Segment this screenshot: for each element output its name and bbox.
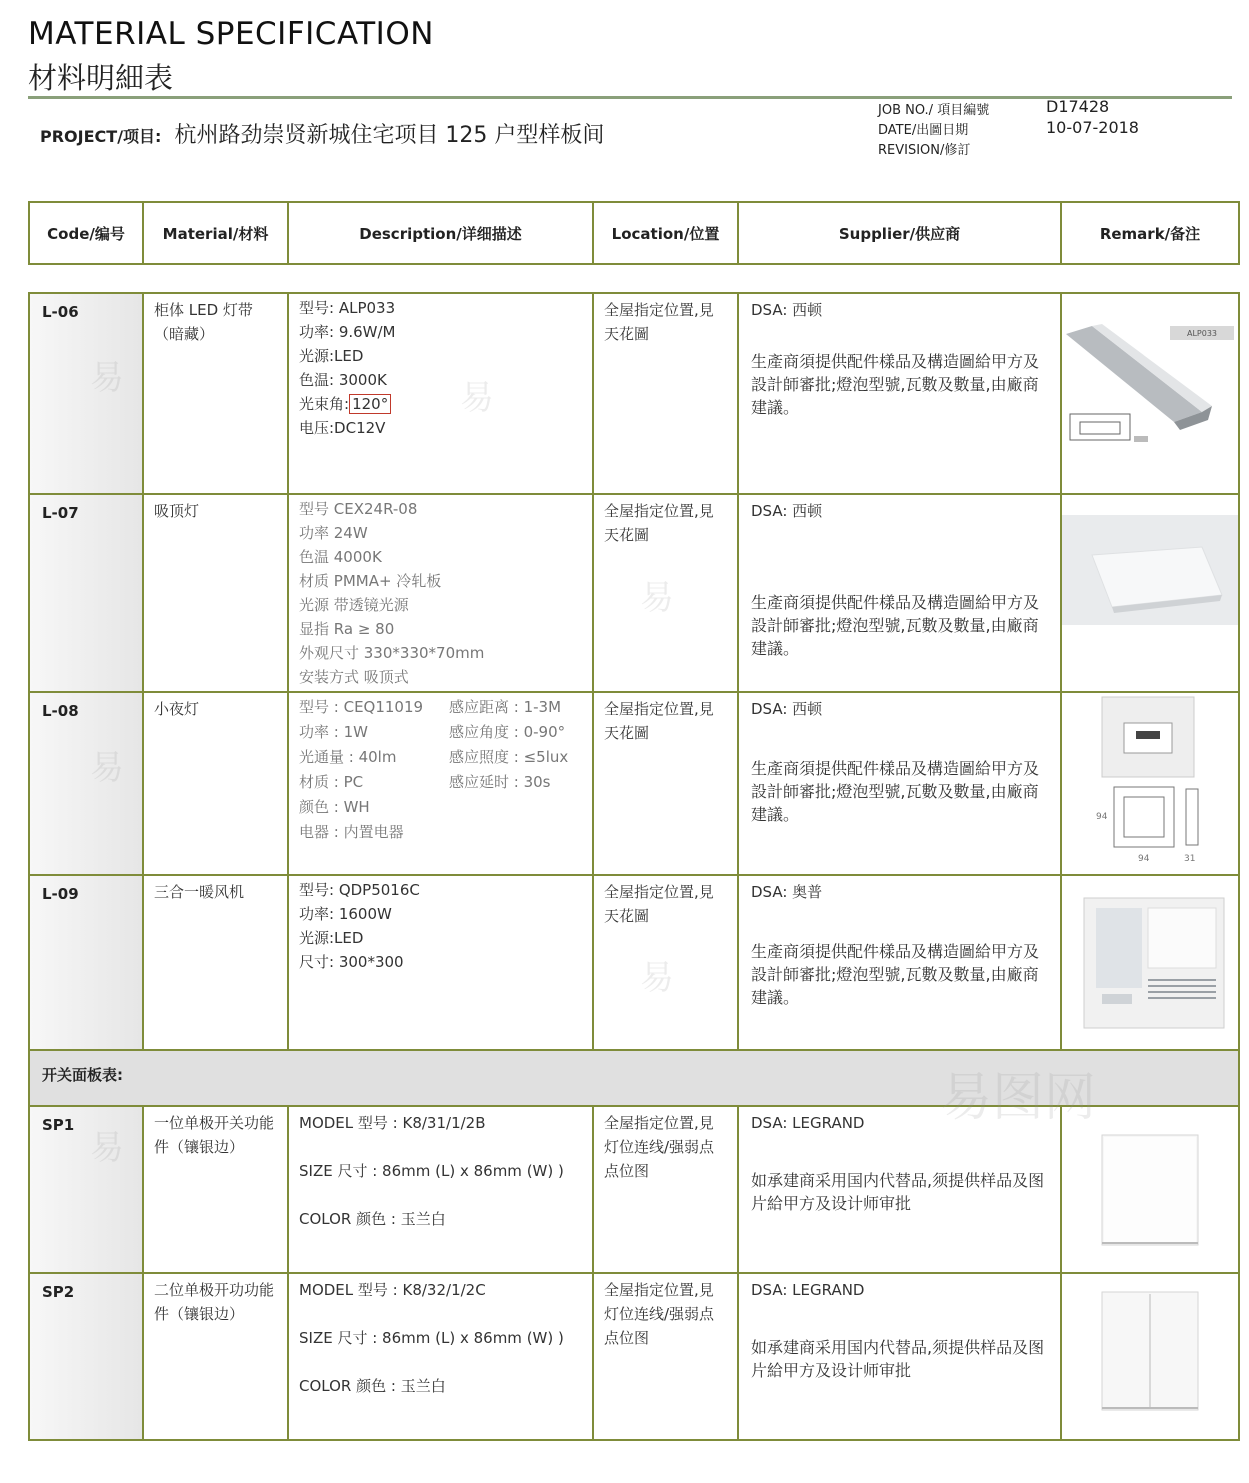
title-english: MATERIAL SPECIFICATION — [28, 16, 434, 52]
project-label: PROJECT/项目: — [40, 127, 162, 146]
row-code: L-09 — [29, 875, 143, 1050]
desc-line: 光源:LED — [299, 347, 364, 365]
row-remark — [1061, 692, 1239, 875]
supplier-name: DSA: 奥普 — [751, 883, 823, 901]
row-code: L-08 — [29, 692, 143, 875]
row-location: 全屋指定位置,見天花圖 — [593, 494, 738, 692]
table-row — [29, 494, 1239, 692]
row-location: 全屋指定位置,見天花圖 — [593, 875, 738, 1050]
row-material: 三合一暖风机 — [143, 875, 288, 1050]
desc-line: 电器 : 内置电器 — [299, 823, 404, 841]
row-remark — [1061, 1106, 1239, 1273]
beam-angle-label: 光束角: — [299, 395, 350, 413]
row-description — [288, 293, 593, 494]
desc-line: 光源:LED — [299, 929, 364, 947]
desc-line: 颜色 : WH — [299, 798, 370, 816]
desc-line: 显指 Ra ≥ 80 — [299, 620, 395, 638]
desc-line: 色温: 3000K — [299, 371, 387, 389]
row-supplier — [738, 494, 1061, 692]
desc-line: 型号 CEX24R-08 — [299, 500, 418, 518]
supplier-note: 生產商須提供配件樣品及構造圖給甲方及設計師審批;燈泡型號,瓦數及數量,由廠商建議。 — [751, 593, 1040, 658]
desc-line: SIZE 尺寸 : 86mm (L) x 86mm (W) ) — [299, 1329, 564, 1347]
desc-line: 光通量 : 40lm — [299, 748, 397, 766]
table-row — [29, 293, 1239, 494]
desc-line: 型号: QDP5016C — [299, 881, 420, 899]
table-row — [29, 875, 1239, 1050]
desc-line: 外观尺寸 330*330*70mm — [299, 644, 485, 662]
desc-line: 材质 PMMA+ 冷轧板 — [299, 572, 442, 590]
table-row — [29, 692, 1239, 875]
spec-table — [28, 292, 1240, 1441]
desc-line: 感应延时 : 30s — [449, 773, 551, 791]
column-header-table — [28, 201, 1240, 265]
job-label: JOB NO./ 項目編號 — [878, 103, 990, 118]
row-code: SP1 — [29, 1106, 143, 1273]
row-description — [288, 875, 593, 1050]
single-switch-image — [1062, 1107, 1238, 1265]
row-description — [288, 1273, 593, 1440]
night-light-image — [1062, 693, 1238, 867]
desc-line: 电压:DC12V — [299, 419, 386, 437]
desc-line: 功率: 9.6W/M — [299, 323, 396, 341]
row-code: L-06 — [29, 293, 143, 494]
row-supplier — [738, 875, 1061, 1050]
ceiling-light-image — [1062, 495, 1238, 681]
desc-right-column — [449, 695, 568, 795]
supplier-note: 如承建商采用国内代替品,须提供样品及图片給甲方及设计师审批 — [751, 1338, 1045, 1380]
row-description — [288, 1106, 593, 1273]
row-location: 全屋指定位置,見天花圖 — [593, 692, 738, 875]
row-material: 二位单极开功功能件（镶银边） — [143, 1273, 288, 1440]
row-remark — [1061, 494, 1239, 692]
supplier-note: 生產商須提供配件樣品及構造圖給甲方及設計師審批;燈泡型號,瓦數及數量,由廠商建議。 — [751, 759, 1040, 824]
double-switch-image — [1062, 1274, 1238, 1432]
row-material: 一位单极开关功能件（镶银边） — [143, 1106, 288, 1273]
desc-line: MODEL 型号 : K8/31/1/2B — [299, 1114, 486, 1132]
col-header-supplier: Supplier/供应商 — [738, 202, 1061, 264]
supplier-name: DSA: 西顿 — [751, 301, 823, 319]
row-material: 吸顶灯 — [143, 494, 288, 692]
desc-line: 功率 24W — [299, 524, 368, 542]
col-header-location: Location/位置 — [593, 202, 738, 264]
row-location: 全屋指定位置,見灯位连线/强弱点点位图 — [593, 1106, 738, 1273]
desc-line: 型号 : CEQ11019 — [299, 698, 424, 716]
supplier-name: DSA: 西顿 — [751, 700, 823, 718]
led-strip-image — [1062, 294, 1238, 486]
product-tag: ALP033 — [1186, 329, 1218, 338]
col-header-remark: Remark/备注 — [1061, 202, 1239, 264]
row-supplier — [738, 1106, 1061, 1273]
desc-line: 材质 : PC — [299, 773, 364, 791]
row-remark — [1061, 875, 1239, 1050]
desc-line: MODEL 型号 : K8/32/1/2C — [299, 1281, 486, 1299]
supplier-note: 生產商須提供配件樣品及構造圖給甲方及設計師審批;燈泡型號,瓦數及數量,由廠商建議。 — [751, 942, 1040, 1007]
date-label: DATE/出圖日期 — [878, 123, 969, 138]
row-description — [288, 494, 593, 692]
row-supplier — [738, 1273, 1061, 1440]
desc-line: 功率: 1600W — [299, 905, 392, 923]
beam-angle-highlight: 120° — [349, 394, 391, 414]
desc-line: 色温 4000K — [299, 548, 382, 566]
row-code: SP2 — [29, 1273, 143, 1440]
section-title: 开关面板表: — [29, 1050, 1239, 1106]
supplier-name: DSA: LEGRAND — [751, 1114, 865, 1132]
col-header-description: Description/详细描述 — [288, 202, 593, 264]
dim-label: 31 — [1184, 854, 1196, 864]
bath-heater-image — [1062, 876, 1238, 1042]
desc-line: COLOR 颜色 : 玉兰白 — [299, 1210, 446, 1228]
section-header-row — [29, 1050, 1239, 1106]
desc-line: 功率 : 1W — [299, 723, 368, 741]
row-material: 小夜灯 — [143, 692, 288, 875]
watermark: 易 — [640, 958, 674, 998]
row-code: L-07 — [29, 494, 143, 692]
row-material: 柜体 LED 灯带（暗藏） — [143, 293, 288, 494]
row-supplier — [738, 692, 1061, 875]
table-row — [29, 1273, 1239, 1440]
project-line — [40, 118, 604, 149]
desc-line: 安装方式 吸顶式 — [299, 668, 409, 686]
dim-label: 94 — [1138, 854, 1150, 864]
row-location: 全屋指定位置,見灯位连线/强弱点点位图 — [593, 1273, 738, 1440]
dim-label: 94 — [1096, 812, 1108, 822]
col-header-material: Material/材料 — [143, 202, 288, 264]
row-remark — [1061, 293, 1239, 494]
watermark: 易 — [640, 578, 674, 618]
revision-label: REVISION/修訂 — [878, 143, 971, 158]
desc-line — [299, 392, 582, 416]
watermark: 易 — [460, 378, 494, 418]
date-value: 10-07-2018 — [1046, 118, 1139, 137]
project-name: 杭州路劲崇贤新城住宅项目 125 户型样板间 — [174, 123, 605, 148]
desc-line: 感应距离 : 1-3M — [449, 698, 562, 716]
row-supplier — [738, 293, 1061, 494]
desc-line: SIZE 尺寸 : 86mm (L) x 86mm (W) ) — [299, 1162, 564, 1180]
supplier-note: 生產商須提供配件樣品及構造圖給甲方及設計師審批;燈泡型號,瓦數及數量,由廠商建議。 — [751, 352, 1040, 417]
row-remark — [1061, 1273, 1239, 1440]
desc-line: 光源 带透镜光源 — [299, 596, 409, 614]
title-chinese: 材料明細表 — [28, 61, 174, 95]
desc-line: 感应角度 : 0-90° — [449, 723, 566, 741]
table-row — [29, 1106, 1239, 1273]
desc-line: 感应照度 : ≤5lux — [449, 748, 569, 766]
supplier-name: DSA: LEGRAND — [751, 1281, 865, 1299]
col-header-code: Code/编号 — [29, 202, 143, 264]
supplier-name: DSA: 西顿 — [751, 502, 823, 520]
desc-line: 尺寸: 300*300 — [299, 953, 404, 971]
row-location: 全屋指定位置,見天花圖 — [593, 293, 738, 494]
desc-line: 型号: ALP033 — [299, 299, 396, 317]
supplier-note: 如承建商采用国内代替品,须提供样品及图片給甲方及设计师审批 — [751, 1171, 1045, 1213]
job-value: D17428 — [1046, 97, 1110, 116]
desc-line: COLOR 颜色 : 玉兰白 — [299, 1377, 446, 1395]
row-description — [288, 692, 593, 875]
